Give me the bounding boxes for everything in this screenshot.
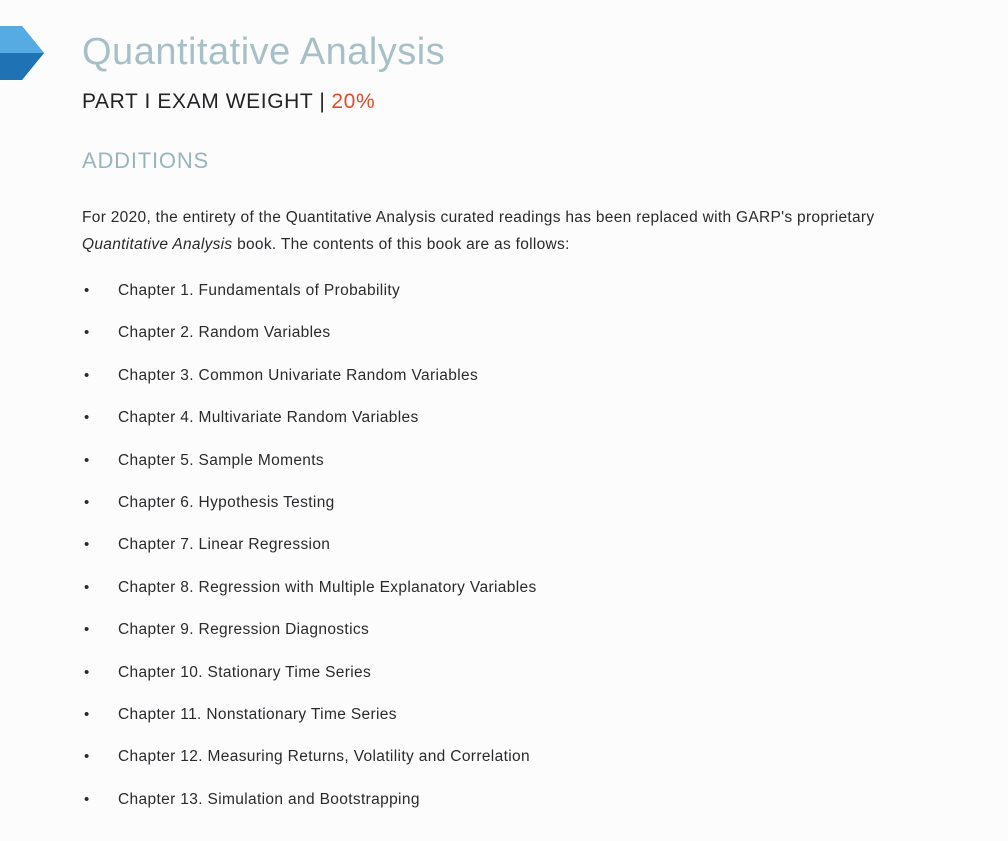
intro-paragraph bbox=[82, 204, 932, 258]
chapter-label: Chapter 4. Multivariate Random Variables bbox=[118, 409, 419, 427]
bullet-icon: • bbox=[84, 621, 90, 639]
bullet-icon: • bbox=[84, 493, 90, 511]
intro-text-start: For 2020, the entirety of the Quantitative Analysis curated readings has been replaced with GARP's proprietary bbox=[82, 209, 875, 226]
bullet-icon: • bbox=[84, 366, 90, 384]
bullet-icon: • bbox=[84, 705, 90, 723]
chapter-label: Chapter 12. Measuring Returns, Volatility and Correlation bbox=[118, 748, 530, 766]
chapter-label: Chapter 9. Regression Diagnostics bbox=[118, 621, 370, 639]
chapter-label: Chapter 8. Regression with Multiple Explanatory Variables bbox=[118, 578, 537, 596]
exam-weight-separator: | bbox=[319, 90, 326, 113]
bullet-icon: • bbox=[84, 790, 90, 808]
intro-book-title: Quantitative Analysis bbox=[82, 236, 233, 253]
exam-weight-label: PART I EXAM WEIGHT bbox=[82, 90, 314, 113]
intro-text-end: book. The contents of this book are as follows: bbox=[232, 236, 570, 253]
exam-weight-line bbox=[82, 90, 375, 114]
blue-chevron-marker-icon bbox=[0, 22, 46, 84]
chapter-label: Chapter 7. Linear Regression bbox=[118, 536, 331, 554]
bullet-icon: • bbox=[84, 282, 90, 299]
bullet-icon: • bbox=[84, 578, 90, 596]
bullet-icon: • bbox=[84, 748, 90, 766]
exam-weight-value: 20% bbox=[331, 90, 376, 113]
bullet-icon: • bbox=[84, 536, 90, 554]
chapter-label: Chapter 13. Simulation and Bootstrapping bbox=[118, 790, 420, 808]
chapter-label: Chapter 6. Hypothesis Testing bbox=[118, 493, 335, 511]
bullet-icon: • bbox=[84, 451, 90, 469]
bullet-icon: • bbox=[84, 324, 90, 342]
chapter-label: Chapter 10. Stationary Time Series bbox=[118, 663, 372, 681]
chapter-label: Chapter 2. Random Variables bbox=[118, 324, 331, 342]
bullet-icon: • bbox=[84, 409, 90, 427]
chapter-label: Chapter 3. Common Univariate Random Variables bbox=[118, 366, 479, 384]
section-heading-additions: ADDITIONS bbox=[82, 148, 209, 173]
chapter-label: Chapter 1. Fundamentals of Probability bbox=[118, 282, 401, 299]
page-title: Quantitative Analysis bbox=[82, 31, 446, 73]
bullet-icon: • bbox=[84, 663, 90, 681]
chapter-label: Chapter 11. Nonstationary Time Series bbox=[118, 705, 397, 723]
chapter-label: Chapter 5. Sample Moments bbox=[118, 451, 325, 469]
